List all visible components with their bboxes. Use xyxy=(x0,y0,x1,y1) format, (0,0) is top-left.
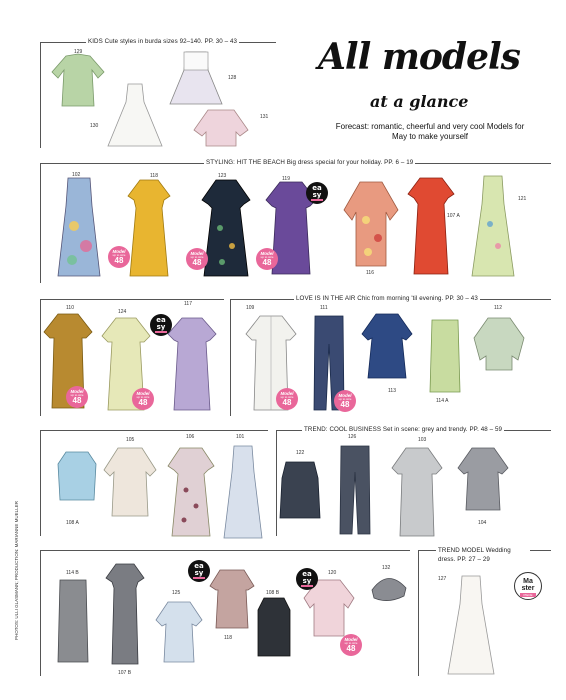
kids-section-title: KIDS Cute styles in burda sizes 92–140. PP. 30 – 43 xyxy=(88,38,238,45)
sweater-112 xyxy=(472,316,526,372)
kids-jacket-131 xyxy=(192,108,250,148)
model-number: 119 xyxy=(282,176,290,182)
row5-left-rule xyxy=(40,550,410,551)
dress-116 xyxy=(342,180,400,268)
model-number: 121 xyxy=(518,196,527,202)
row5-left-border xyxy=(40,550,41,676)
dress-107b xyxy=(104,562,146,666)
dress-107a xyxy=(406,176,456,276)
trousers-126 xyxy=(338,444,372,536)
model-number: 107 B xyxy=(118,670,132,676)
model-number: 127 xyxy=(438,576,447,582)
wedding-section-border xyxy=(418,550,419,676)
model-number: 101 xyxy=(236,434,245,440)
skirt-114b xyxy=(56,578,90,664)
model-size-badge: Model up to size 48 xyxy=(132,388,154,410)
dress-101 xyxy=(222,444,264,540)
row3-left-border xyxy=(40,299,41,416)
vest-108a xyxy=(56,450,98,502)
skirt-114a xyxy=(428,318,462,394)
page-title: All models xyxy=(318,36,520,78)
dress-106 xyxy=(166,446,216,538)
model-number: 118 xyxy=(150,173,158,179)
model-number: 109 xyxy=(246,305,255,311)
vest-108b xyxy=(256,596,292,658)
model-number: 120 xyxy=(328,570,337,576)
easy-badge: ea sy xyxy=(296,568,318,590)
photo-credit: PHOTOS: ULLI GLASMANN; PRODUCTION: MARIANNE MUELLER xyxy=(14,501,19,640)
model-number: 122 xyxy=(296,450,305,456)
row4-left-rule xyxy=(40,430,268,431)
love-section-border xyxy=(230,299,231,416)
model-number: 114 A xyxy=(436,398,449,404)
model-number: 102 xyxy=(72,172,81,178)
jacket-105 xyxy=(102,446,158,518)
model-number: 113 xyxy=(388,388,396,394)
kids-top-129 xyxy=(48,52,108,108)
kids-dress-130 xyxy=(106,82,164,148)
model-number: 110 xyxy=(66,305,74,311)
wedding-section-title: TREND MODEL Wedding dress. PP. 27 – 29 xyxy=(436,546,530,564)
trend-section-border xyxy=(276,430,277,536)
easy-badge: ea sy xyxy=(150,314,172,336)
model-number: 104 xyxy=(478,520,487,526)
model-number: 107 A xyxy=(447,213,460,219)
model-number: 103 xyxy=(418,437,427,443)
easy-badge: ea sy xyxy=(306,182,328,204)
coat-103 xyxy=(390,446,444,538)
dress-102 xyxy=(56,176,102,278)
model-number: 126 xyxy=(348,434,357,440)
model-number: 124 xyxy=(118,309,127,315)
model-size-badge: Model up to size 48 xyxy=(66,386,88,408)
model-number: 108 B xyxy=(266,590,280,596)
model-size-badge: Model up to size 48 xyxy=(108,246,130,268)
model-number: 125 xyxy=(172,590,181,596)
model-number: 123 xyxy=(218,173,227,179)
model-size-badge: Model up to size 48 xyxy=(256,248,278,270)
model-number: 129 xyxy=(74,49,83,55)
model-number: 118 xyxy=(224,635,232,641)
kids-section-border xyxy=(40,42,41,148)
model-size-badge: Model up to size 48 xyxy=(340,634,362,656)
dress-121 xyxy=(470,174,516,278)
trend-section-title: TREND: COOL BUSINESS Set in scene: grey and trendy. PP. 48 – 59 xyxy=(304,426,503,433)
dress-117 xyxy=(166,316,218,412)
page-subtitle: at a glance xyxy=(370,92,469,111)
model-number: 132 xyxy=(382,565,391,571)
row4-left-border xyxy=(40,430,41,536)
model-number: 116 xyxy=(366,270,374,276)
page-intro-text: Forecast: romantic, cheerful and very cool Models for May to make yourself xyxy=(335,122,525,141)
kids-dress-128 xyxy=(166,48,226,108)
wedding-dress-127 xyxy=(446,574,496,676)
love-section-title: LOVE IS IN THE AIR Chic from morning 'til evening. PP. 30 – 43 xyxy=(296,295,478,302)
dress-118 xyxy=(126,178,172,278)
blouse-125 xyxy=(154,600,204,664)
row3-left-rule xyxy=(40,299,224,300)
model-number: 108 A xyxy=(66,520,79,526)
hat-132 xyxy=(368,570,410,606)
model-number: 111 xyxy=(320,305,328,311)
top-122 xyxy=(278,460,322,520)
easy-badge: ea sy xyxy=(188,560,210,582)
top-118 xyxy=(208,568,256,630)
model-size-badge: Model up to size 48 xyxy=(276,388,298,410)
model-size-badge: Model up to size 48 xyxy=(334,390,356,412)
model-number: 131 xyxy=(260,114,269,120)
model-number: 114 B xyxy=(66,570,79,576)
jacket-104 xyxy=(456,446,510,512)
model-number: 130 xyxy=(90,123,99,129)
blouse-113 xyxy=(360,312,414,382)
model-number: 105 xyxy=(126,437,135,443)
model-number: 128 xyxy=(228,75,237,81)
model-size-badge: Model up to size 48 xyxy=(186,248,208,270)
model-number: 106 xyxy=(186,434,195,440)
masterpiece-badge: Ma ster PIECE xyxy=(514,572,542,600)
styling-section-border xyxy=(40,163,41,283)
model-number: 117 xyxy=(184,301,192,307)
styling-section-title: STYLING: HIT THE BEACH Big dress special for your holiday. PP. 6 – 19 xyxy=(206,159,414,166)
model-number: 112 xyxy=(494,305,502,311)
